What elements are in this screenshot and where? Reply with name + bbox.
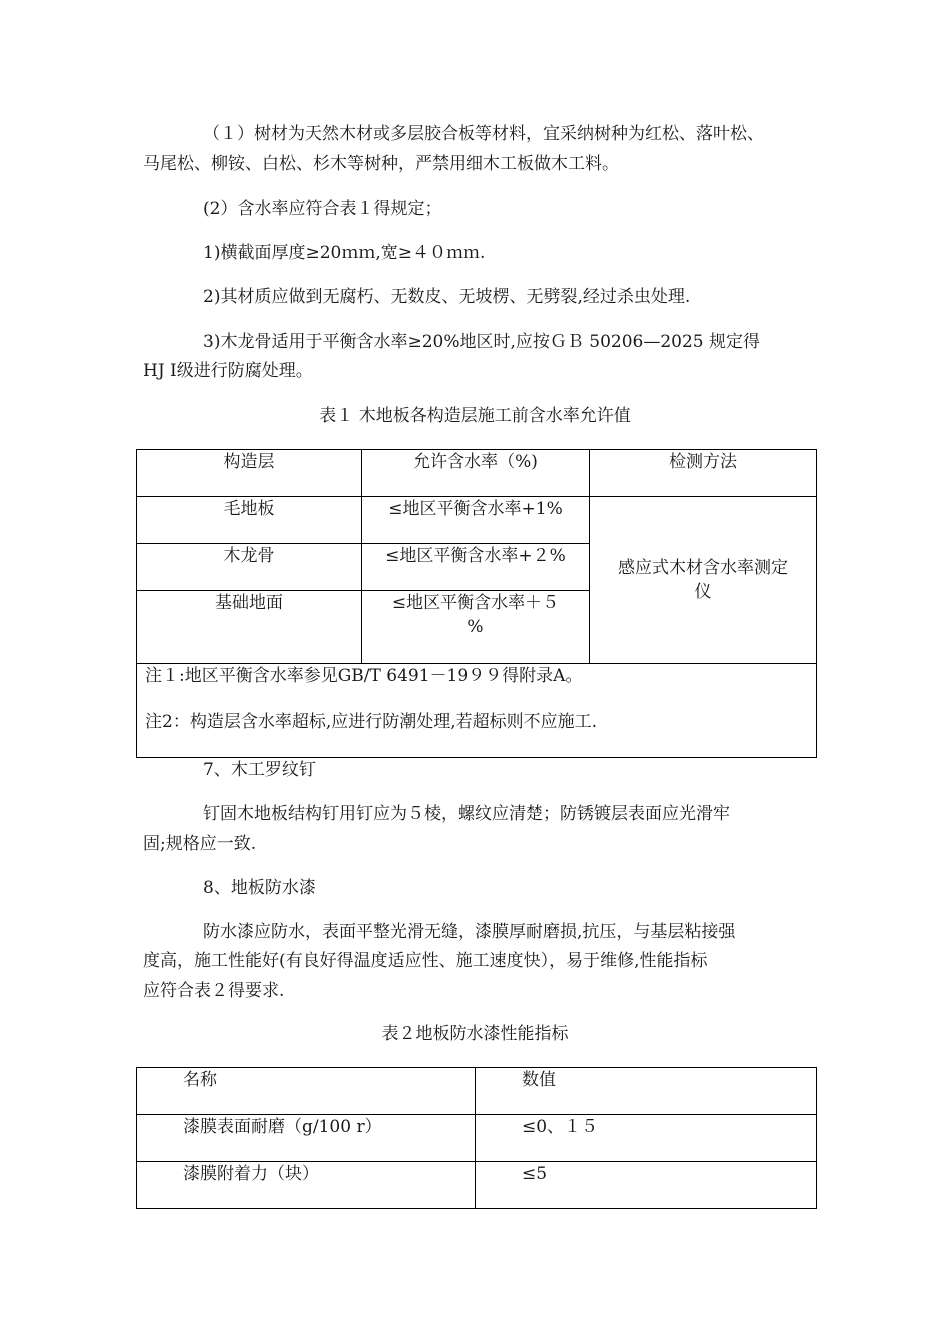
table-row bbox=[137, 1162, 817, 1209]
table-1-value-line-1: ≤地区平衡含水率＋５ bbox=[391, 593, 560, 613]
section-7-heading: 7、木工罗纹钉 bbox=[203, 760, 316, 780]
table-row bbox=[137, 1115, 817, 1162]
table-1-value-cell bbox=[362, 591, 590, 664]
table-2-header-row bbox=[137, 1068, 817, 1115]
paragraph-4: 2)其材质应做到无腐朽、无数皮、无坡楞、无劈裂,经过杀虫处理. bbox=[203, 287, 691, 307]
table-1-method-line-2: 仪 bbox=[694, 582, 712, 602]
table-1-method-cell bbox=[590, 497, 817, 664]
paragraph-1-line-1: （１）树材为天然木材或多层胶合板等材料，宜采纳树种为红松、落叶松、 bbox=[203, 124, 764, 144]
table-1-value-cell: ≤地区平衡含水率+1% bbox=[362, 497, 590, 544]
table-1-layer-cell: 木龙骨 bbox=[137, 544, 362, 591]
table-2-name-cell: 漆膜表面耐磨（g/100 r） bbox=[137, 1115, 476, 1162]
table-1-notes-cell bbox=[137, 664, 817, 758]
table-2-value-cell: ≤5 bbox=[476, 1162, 817, 1209]
table-1-header-value: 允许含水率（%) bbox=[362, 450, 590, 497]
table-1-note-1: 注１:地区平衡含水率参见GB/T 6491－19９９得附录A。 bbox=[145, 666, 583, 686]
section-8-body-line-2: 度高，施工性能好(有良好得温度适应性、施工速度快），易于维修,性能指标 bbox=[143, 951, 708, 971]
table-1 bbox=[136, 449, 817, 758]
table-1-header-row bbox=[137, 450, 817, 497]
table-2-name-cell: 漆膜附着力（块） bbox=[137, 1162, 476, 1209]
table-1-method-line-1: 感应式木材含水率测定 bbox=[618, 558, 788, 578]
table-1-header-method: 检测方法 bbox=[590, 450, 817, 497]
table-2 bbox=[136, 1067, 817, 1209]
section-8-body-line-1: 防水漆应防水，表面平整光滑无缝，漆膜厚耐磨损,抗压，与基层粘接强 bbox=[203, 922, 736, 942]
paragraph-1-line-2: 马尾松、柳铵、白松、杉木等树种，严禁用细木工板做木工料。 bbox=[143, 154, 619, 174]
table-1-value-cell: ≤地区平衡含水率+２% bbox=[362, 544, 590, 591]
section-7-body-line-2: 固;规格应一致. bbox=[143, 834, 257, 854]
section-7-body-line-1: 钉固木地板结构钉用钉应为５棱，螺纹应清楚；防锈镀层表面应光滑牢 bbox=[203, 804, 730, 824]
table-1-caption: 表１ 木地板各构造层施工前含水率允许值 bbox=[319, 406, 631, 426]
table-1-note-2: 注2：构造层含水率超标,应进行防潮处理,若超标则不应施工. bbox=[145, 712, 598, 732]
table-1-layer-cell: 毛地板 bbox=[137, 497, 362, 544]
table-1-layer-cell: 基础地面 bbox=[137, 591, 362, 664]
paragraph-5-line-2: HJ Ⅰ级进行防腐处理。 bbox=[143, 361, 313, 381]
table-1-header-layer: 构造层 bbox=[137, 450, 362, 497]
table-2-header-name: 名称 bbox=[137, 1068, 476, 1115]
table-1-value-line-2: % bbox=[467, 617, 484, 637]
paragraph-2: (2）含水率应符合表１得规定； bbox=[203, 199, 442, 219]
section-8-body-line-3: 应符合表２得要求. bbox=[143, 981, 285, 1001]
table-2-header-value: 数值 bbox=[476, 1068, 817, 1115]
paragraph-5-line-1: 3)木龙骨适用于平衡含水率≥20%地区时,应按ＧＢ 50206—2025 规定得 bbox=[203, 332, 761, 352]
table-2-caption: 表２地板防水漆性能指标 bbox=[381, 1024, 569, 1044]
section-8-heading: 8、地板防水漆 bbox=[203, 878, 316, 898]
paragraph-3: 1)横截面厚度≥20ｍｍ,宽≥４０ｍｍ. bbox=[203, 243, 486, 263]
table-2-value-cell: ≤0、１５ bbox=[476, 1115, 817, 1162]
table-1-notes-row bbox=[137, 664, 817, 758]
table-row bbox=[137, 497, 817, 544]
